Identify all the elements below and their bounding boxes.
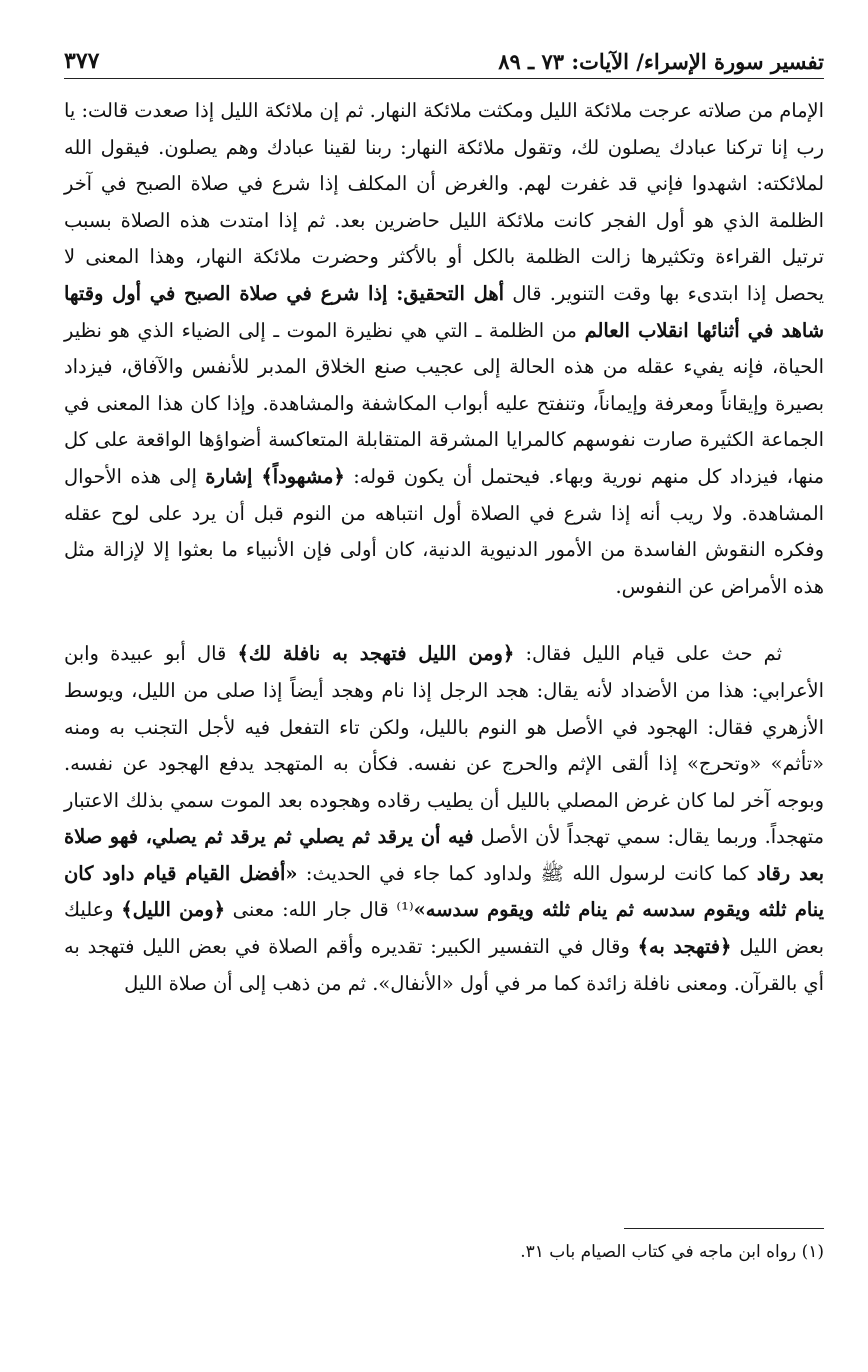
footnote: (١) رواه ابن ماجه في كتاب الصيام باب ٣١. [520,1242,824,1262]
text-run: وقال في التفسير الكبير: تقديره وأقم الصلاة في بعض الليل فتهجد به أي بالقرآن. ومعنى نافلة زائدة كما مر في أول «الأنفال». ثم من ذهب إلى أن صلاة الليل [64,935,824,995]
text-run: الإمام من صلاته عرجت ملائكة الليل ومكثت ملائكة النهار. ثم إن ملائكة الليل إذا صعدت قالت: يا رب إنا تركنا عبادك يصلون لك، وتقول ملائكة النهار: ربنا لقينا عبادك وهم يصلون. فيقول الله لملائكته: اشهدوا فإني قد غفرت لهم. والغرض أن المكلف إذا شرع في صلاة الصبح في آخر الظلمة الذي هو أول الفجر كانت ملائكة الليل حاضرين بعد. ثم إذا امتدت هذه الصلاة بسبب ترتيل القراءة وتكثيرها زالت الظلمة بالكل أو بالأكثر وحضرت ملائكة النهار، وهذا المعنى لا يحصل إذا ابتدىء بها وقت التنوير. قال [64,99,824,305]
bold-phrase: فيه أن يرقد ثم يصلي ثم يرقد ثم يصلي، فهو صلاة بعد رقاد [64,825,825,885]
text-run: من الظلمة ـ التي هي نظيرة الموت ـ إلى الضياء الذي هو نظير الحياة، فإنه يفيء عقله من هذه الحالة إلى عجيب صنع الخلاق المدبر للأنفس والآفاق، فيزداد بصيرة وإيقاناً ومعرفة وإيماناً، وتنفتح عليه أبواب المكاشفة والمشاهدة. وإذا كان هذا المعنى في الجماعة الكثيرة صارت نفوسهم كالمرايا المشرقة المتقابلة المتعاكسة أضواؤها الواقعة على كل منها، فيزداد كل منهم نورية وبهاء. فيحتمل أن يكون قوله: [64,318,824,488]
text-run: ⁽¹⁾ قال جار الله: معنى [225,898,414,922]
text-run: إلى هذه الأحوال المشاهدة. ولا ريب أنه إذا شرع في الصلاة أول انتباهه من النوم قبل أن يرد على لوح عقله وفكره النقوش الفاسدة من الأمور الدنيوية الدنية، كان أولى فإن الأنبياء ما بعثوا إلا لإزالة مثل هذه الأمراض عن النفوس. [64,464,824,598]
quran-quote: ﴿مشهوداً﴾ إشارة [205,464,345,488]
page-header [64,40,824,79]
paragraph-1 [64,93,824,605]
quran-quote: ﴿فتهجد به﴾ [637,935,732,959]
running-title: تفسير سورة الإسراء/ الآيات: ٧٣ ـ ٨٩ [498,49,824,74]
text-run: ثم حث على قيام الليل فقال: [514,642,782,666]
quran-quote: ﴿ومن الليل فتهجد به نافلة لك﴾ [237,642,515,666]
page-number: ٣٧٧ [64,48,100,74]
hadith-quote: «أفضل القيام قيام داود كان ينام ثلثه ويقوم سدسه ثم ينام ثلثه ويقوم سدسه» [64,861,824,922]
text-run: كما كانت لرسول الله ﷺ ولداود كما جاء في الحديث: [297,861,757,885]
book-page [64,40,824,1340]
text-run: وعليك بعض الليل [64,898,824,959]
quran-quote: ﴿ومن الليل﴾ [121,898,225,922]
body-text [64,93,824,1002]
paragraph-2 [64,636,824,1002]
bold-phrase: أهل التحقيق: إذا شرع في صلاة الصبح في أول وقتها شاهد في أثنائها انقلاب العالم [64,281,824,342]
footnote-separator [624,1228,824,1229]
text-run: قال أبو عبيدة وابن الأعرابي: هذا من الأضداد لأنه يقال: هجد الرجل إذا نام وهجد أيضاً إذا صلى من الليل، ويوسط الأزهري فقال: الهجود في الأصل هو النوم بالليل، ولكن تاء التفعل فيه لأجل التجنب به ومنه «تأثم» «وتحرج» إذا ألقى الإثم والحرج عن نفسه. فكأن به المتهجد يدفع الهجود عن نفسه. وبوجه آخر لما كان غرض المصلي بالليل أن يطيب رقاده وهجوده بعد الموت سمي بذلك الاعتبار متهجداً. وربما يقال: سمي تهجداً لأن الأصل [64,642,824,849]
